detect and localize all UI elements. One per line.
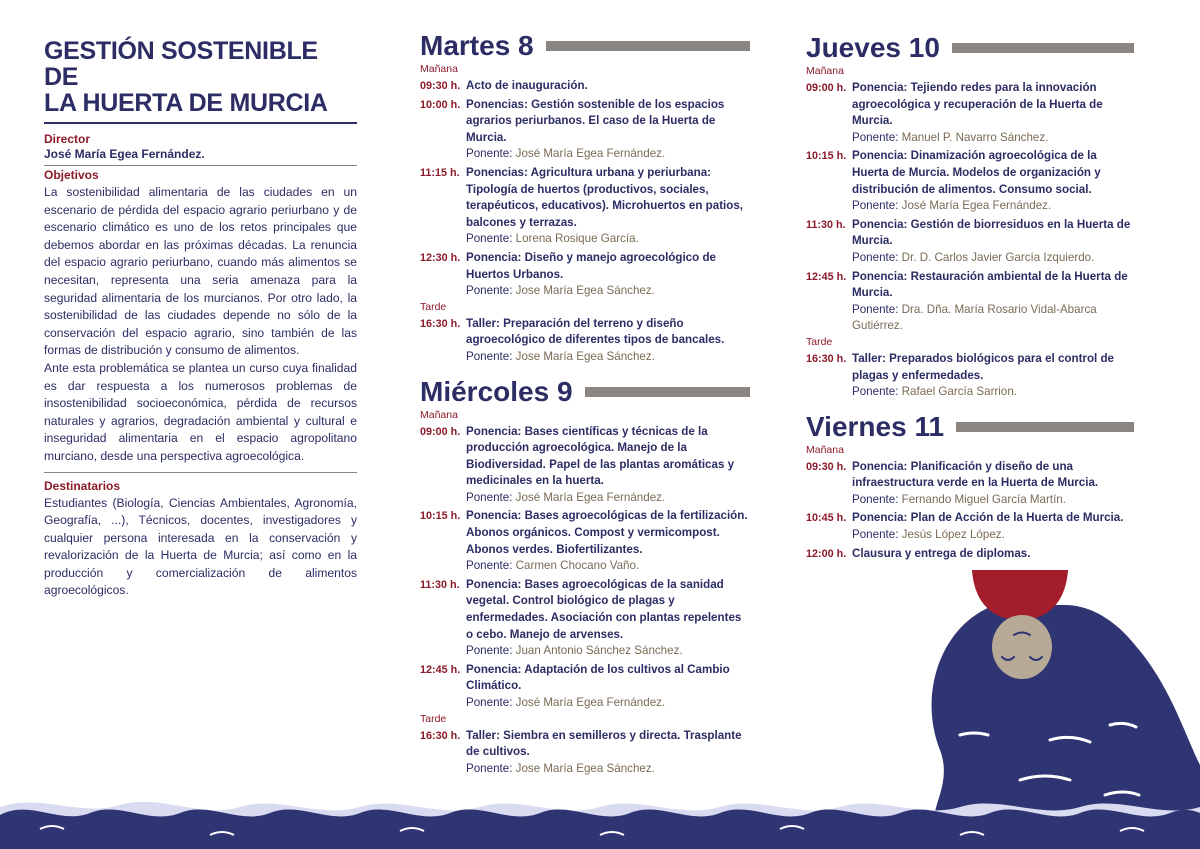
entry-title: Ponencia: Bases agroecológicas de la fertilización. Abonos orgánicos. Compost y vermicompost. Abonos verdes. Biofertilizantes.: [466, 509, 748, 556]
schedule-entry: [806, 546, 1134, 563]
entry-speaker: [852, 492, 1134, 509]
speaker-name: José María Egea Fernández.: [515, 490, 666, 504]
entry-time: 11:15 h.: [420, 166, 460, 179]
schedule-entry: [420, 728, 750, 778]
schedule-entry: [420, 577, 750, 660]
speaker-label: Ponente:: [852, 250, 899, 264]
entry-speaker: [466, 146, 750, 163]
speaker-label: Ponente:: [852, 199, 899, 213]
day-title-martes: Martes 8: [420, 30, 534, 61]
entry-title: Ponencias: Agricultura urbana y periurbana: Tipología de huertos (productivos, sociales, terapéuticos, educativos). Microhuertos en patios, balcones y terrazas.: [466, 165, 744, 229]
schedule-entry: [420, 165, 750, 248]
entry-speaker: [466, 490, 750, 507]
day-header-martes: [420, 30, 750, 62]
speaker-name: José María Egea Fernández.: [515, 696, 666, 709]
speaker-name: Fernando Miguel García Martín.: [901, 492, 1066, 506]
schedule-entry: [806, 80, 1134, 146]
day-header-viernes: [806, 411, 1134, 443]
entry-time: 12:30 h.: [420, 251, 461, 264]
entry-speaker: [466, 231, 750, 248]
objetivos-divider: [44, 472, 357, 473]
director-divider: [44, 165, 357, 166]
speaker-name: Carmen Chocano Vaño.: [515, 559, 640, 573]
director-name: José María Egea Fernández.: [44, 147, 205, 161]
schedule-entry: [420, 250, 750, 300]
speaker-name: Jose María Egea Sánchez.: [515, 349, 655, 363]
entry-title: Ponencia: Plan de Acción de la Huerta de Murcia.: [852, 511, 1124, 525]
title-divider: [44, 122, 357, 124]
objetivos-paragraph-2: Ante esta problemática se plantea un curso cuya finalidad es dar respuesta a los numerosos problemas de insostenibilidad socioeconómica, pérdida de recursos naturales y agrarios, degradación ambiental y cultural e inseguridad alimentaria en el espacio agropolitano murciano, desde una perspectiva agroecológica.: [44, 360, 357, 463]
schedule-entry: [420, 316, 750, 366]
speaker-label: Ponente:: [466, 490, 513, 504]
entry-title: Ponencia: Restauración ambiental de la Huerta de Murcia.: [852, 269, 1128, 300]
schedule-entry: [806, 459, 1134, 509]
period-manana: Mañana: [420, 63, 458, 75]
speaker-label: Ponente:: [466, 644, 513, 658]
entry-time: 16:30 h.: [420, 317, 461, 330]
schedule-entry: [806, 510, 1134, 543]
schedule-entry: [420, 508, 750, 574]
speaker-name: José María Egea Fernández.: [901, 199, 1052, 213]
entry-time: 11:30 h.: [806, 218, 846, 231]
entry-speaker: [466, 349, 750, 366]
entry-speaker: [852, 130, 1134, 147]
entry-title: Ponencias: Gestión sostenible de los espacios agrarios periurbanos. El caso de la Huerta de Murcia.: [466, 97, 725, 144]
entry-speaker: [852, 198, 1134, 215]
entry-title: Ponencia: Bases científicas y técnicas de la producción agroecológica. Manejo de la Biodiversidad. Papel de las plantas aromáticas y medicinales en la huerta.: [466, 424, 735, 488]
destinatarios-paragraph: Estudiantes (Biología, Ciencias Ambientales, Agronomía, Geografía, ...), Técnicos, docentes, investigadores y cualquier persona interesada en la conservación y revalorización de la Huerta de Murcia; así como en la producción y comercialización de alimentos agroecológicos.: [44, 495, 357, 598]
day-bar-viernes: [956, 422, 1134, 432]
schedule-entry: [806, 148, 1134, 214]
day-header-miercoles: [420, 376, 750, 408]
speaker-label: Ponente:: [852, 528, 899, 542]
course-title-line1: GESTIÓN SOSTENIBLE DE: [44, 37, 318, 91]
entry-time: 11:30 h.: [420, 578, 460, 591]
schedule-entry: [420, 97, 750, 163]
entry-title: Clausura y entrega de diplomas.: [852, 546, 1031, 560]
schedule-entry: [420, 78, 750, 95]
objetivos-paragraph-1: La sostenibilidad alimentaria de las ciudades en un escenario de pérdida del espacio agrario periurbano y de escenario climático es uno de los retos principales que debemos abordar en las próximas décadas. La renuncia del espacio agrario periurbano, cuando más alimentos se necesitan, representa una seria amenaza para la seguridad alimentaria de los murcianos. Por otro lado, la sostenibilidad de las ciudades depende no sólo de la conservación del espacio agrario, sino también de las formas de distribución y consumo de alimentos.: [44, 185, 357, 358]
entry-time: 09:00 h.: [420, 425, 461, 438]
day-title-viernes: Viernes 11: [806, 410, 945, 442]
entry-speaker: [852, 302, 1134, 335]
speaker-name: Jose María Egea Sánchez.: [515, 761, 655, 775]
schedule-entry: [806, 269, 1134, 335]
speaker-name: Dr. D. Carlos Javier García Izquierdo.: [901, 250, 1095, 264]
entry-title: Ponencia: Tejiendo redes para la innovación agroecológica y recuperación de la Huerta de Murcia.: [852, 81, 1103, 128]
objetivos-label: Objetivos: [44, 168, 99, 182]
speaker-label: Ponente:: [466, 559, 513, 573]
entry-speaker: [852, 384, 1134, 401]
speaker-label: Ponente:: [466, 284, 513, 298]
left-column: [44, 38, 357, 600]
entry-title: Ponencia: Adaptación de los cultivos al Cambio Climático.: [466, 662, 730, 693]
director-label: Director: [44, 132, 91, 146]
schedule-entry: [806, 217, 1134, 267]
speaker-name: Dra. Dña. María Rosario Vidal-Abarca Gutiérrez.: [852, 302, 1097, 333]
speaker-label: Ponente:: [466, 696, 513, 709]
speaker-label: Ponente:: [852, 302, 899, 316]
right-column: [806, 32, 1134, 562]
speaker-label: Ponente:: [852, 130, 899, 144]
speaker-label: Ponente:: [466, 761, 513, 775]
speaker-name: José María Egea Fernández.: [515, 147, 666, 161]
period-tarde: Tarde: [420, 712, 447, 725]
schedule-entry: [806, 351, 1134, 401]
middle-column: [420, 30, 750, 777]
period-manana: Mañana: [420, 408, 458, 421]
period-manana: Mañana: [806, 443, 844, 456]
day-title-jueves: Jueves 10: [806, 32, 940, 63]
speaker-label: Ponente:: [466, 232, 513, 246]
entry-title: Ponencia: Bases agroecológicas de la sanidad vegetal. Control biológico de plagas y enfermedades. Asociación con plantas repelentes o cebo. Manejo de arvenses.: [466, 577, 742, 641]
entry-speaker: [466, 761, 750, 778]
entry-speaker: [852, 527, 1134, 544]
entry-time: 16:30 h.: [806, 352, 847, 365]
entry-title: Acto de inauguración.: [466, 79, 588, 92]
course-title: [44, 38, 357, 116]
entry-title: Ponencia: Diseño y manejo agroecológico de Huertos Urbanos.: [466, 250, 716, 281]
speaker-label: Ponente:: [466, 147, 513, 161]
day-header-jueves: [806, 32, 1134, 64]
schedule-entry: [420, 662, 750, 712]
entry-title: Taller: Siembra en semilleros y directa. Trasplante de cultivos.: [466, 728, 742, 759]
day-bar-martes: [546, 41, 750, 51]
entry-time: 10:45 h.: [806, 512, 847, 525]
speaker-label: Ponente:: [466, 349, 513, 363]
speaker-name: Manuel P. Navarro Sánchez.: [901, 130, 1049, 144]
day-bar-miercoles: [585, 387, 750, 397]
entry-time: 09:30 h.: [420, 80, 461, 92]
speaker-name: Lorena Rosique García.: [515, 232, 639, 246]
period-tarde: Tarde: [420, 300, 447, 313]
day-title-miercoles: Miércoles 9: [420, 375, 573, 407]
entry-time: 12:00 h.: [806, 547, 847, 560]
entry-time: 16:30 h.: [420, 729, 461, 742]
schedule-entry: [420, 424, 750, 507]
day-bar-jueves: [952, 43, 1134, 53]
entry-time: 10:15 h.: [806, 150, 847, 163]
entry-speaker: [466, 558, 750, 575]
course-title-line2: LA HUERTA DE MURCIA: [44, 89, 328, 117]
entry-title: Ponencia: Planificación y diseño de una infraestructura verde en la Huerta de Murcia.: [852, 459, 1099, 490]
period-tarde: Tarde: [806, 335, 833, 348]
entry-title: Ponencia: Gestión de biorresiduos en la Huerta de Murcia.: [852, 217, 1131, 248]
entry-speaker: [466, 643, 750, 660]
speaker-label: Ponente:: [852, 385, 899, 399]
speaker-name: Jesús López López.: [901, 528, 1005, 542]
entry-time: 12:45 h.: [420, 663, 461, 676]
period-manana: Mañana: [806, 65, 844, 77]
speaker-name: Rafael García Sarrion.: [901, 385, 1017, 399]
speaker-name: Juan Antonio Sánchez Sánchez.: [515, 644, 683, 658]
entry-time: 10:00 h.: [420, 98, 461, 111]
wave-decoration: [0, 789, 1200, 849]
entry-time: 10:15 h.: [420, 510, 461, 523]
entry-time: 09:00 h.: [806, 82, 847, 94]
speaker-name: Jose María Egea Sánchez.: [515, 284, 655, 298]
destinatarios-label: Destinatarios: [44, 478, 121, 493]
entry-time: 12:45 h.: [806, 270, 847, 283]
entry-title: Taller: Preparados biológicos para el control de plagas y enfermedades.: [852, 351, 1114, 382]
entry-speaker: [852, 250, 1134, 267]
entry-title: Ponencia: Dinamización agroecológica de la Huerta de Murcia. Modelos de organización y distribución de alimentos. Consumo social.: [852, 149, 1101, 196]
speaker-label: Ponente:: [852, 492, 899, 506]
entry-speaker: [466, 283, 750, 300]
entry-time: 09:30 h.: [806, 460, 847, 473]
entry-speaker: [466, 695, 750, 712]
entry-title: Taller: Preparación del terreno y diseño agroecológico de diferentes tipos de bancales.: [466, 316, 725, 347]
